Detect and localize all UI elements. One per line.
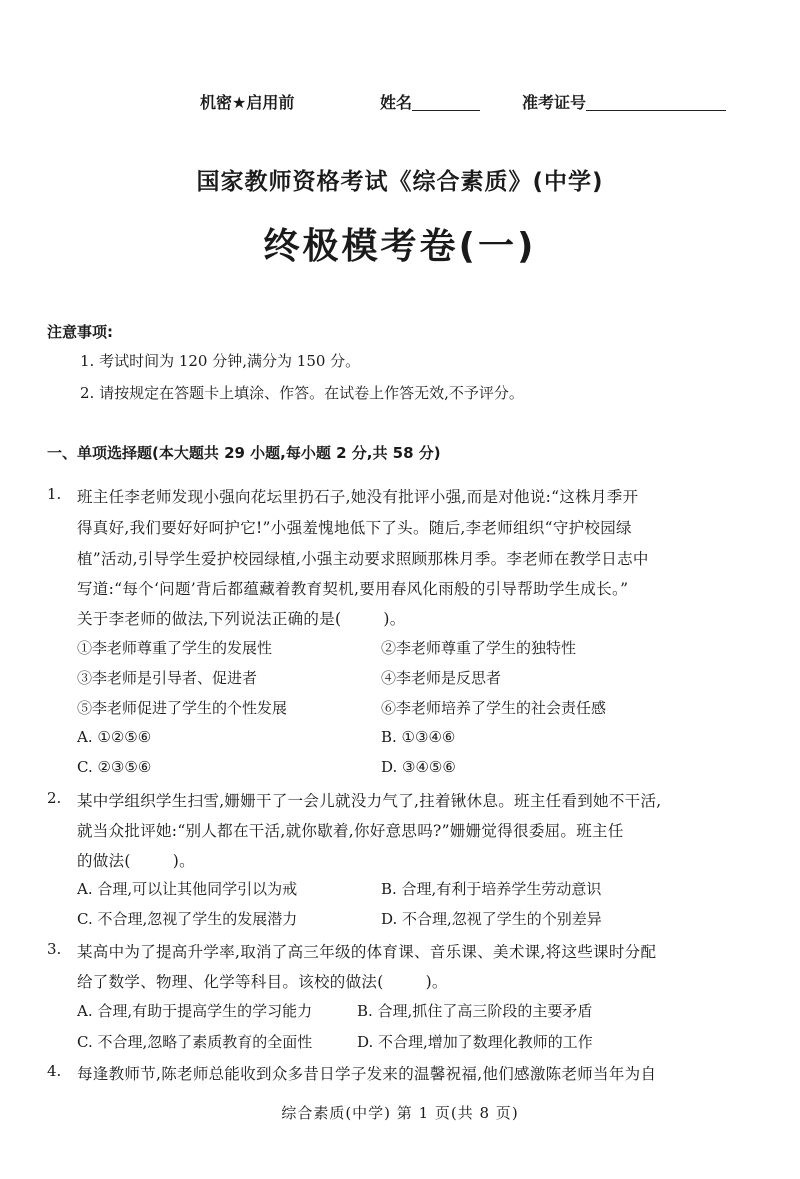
answer-option[interactable]: C. 不合理,忽视了学生的发展潜力: [77, 910, 298, 928]
note-item: 1. 考试时间为 120 分钟,满分为 150 分。: [80, 352, 361, 370]
answer-option[interactable]: B. ①③④⑥: [381, 728, 456, 746]
confidential-label: 机密★启用前: [200, 93, 295, 112]
prompt-end: )。: [383, 610, 406, 628]
question-prompt-line: [77, 970, 448, 992]
statement-item: ②李老师尊重了学生的独特性: [381, 639, 577, 657]
exam-id-field[interactable]: [522, 90, 586, 113]
page-footer: 综合素质(中学) 第 1 页(共 8 页): [281, 1104, 519, 1122]
exam-id-label: 准考证号: [522, 93, 587, 112]
statement-item: ①李老师尊重了学生的发展性: [77, 639, 273, 657]
question-text-line: 每逢教师节,陈老师总能收到众多昔日学子发来的温馨祝福,他们感激陈老师当年为自: [77, 1065, 657, 1083]
answer-option[interactable]: C. 不合理,忽略了素质教育的全面性: [77, 1033, 313, 1051]
question-prompt-line: [77, 849, 195, 871]
name-label: 姓名: [380, 93, 413, 112]
exam-header: [0, 88, 800, 116]
question-text-line: 植”活动,引导学生爱护校园绿植,小强主动要求照顾那株月季。李老师在教学日志中: [77, 550, 649, 568]
answer-option[interactable]: D. ③④⑤⑥: [381, 758, 456, 776]
exam-subtitle: 终极模考卷(一): [263, 226, 537, 267]
question-number: 1.: [47, 485, 62, 503]
answer-option[interactable]: D. 不合理,忽视了学生的个别差异: [381, 910, 602, 928]
name-blank[interactable]: [412, 92, 480, 111]
question-prompt-line: [77, 607, 406, 629]
question-text-line: 某中学组织学生扫雪,姗姗干了一会儿就没力气了,拄着锹休息。班主任看到她不干活,: [77, 792, 662, 810]
notes-heading: 注意事项:: [47, 323, 113, 341]
answer-option[interactable]: B. 合理,抓住了高三阶段的主要矛盾: [357, 1002, 593, 1020]
exam-id-blank[interactable]: [586, 92, 726, 111]
question-text-line: 就当众批评她:“别人都在干活,就你歇着,你好意思吗?”姗姗觉得很委屈。班主任: [77, 822, 624, 840]
question-number: 2.: [47, 789, 62, 807]
prompt-end: )。: [425, 973, 448, 991]
prompt-text: 的做法(: [77, 852, 131, 870]
exam-title: 国家教师资格考试《综合素质》(中学): [196, 169, 604, 195]
question-text-line: 某高中为了提高升学率,取消了高三年级的体育课、音乐课、美术课,将这些课时分配: [77, 943, 657, 961]
prompt-text: 给了数学、物理、化学等科目。该校的做法(: [77, 973, 384, 991]
prompt-end: )。: [172, 852, 195, 870]
statement-item: ⑥李老师培养了学生的社会责任感: [381, 699, 607, 717]
question-text-line: 写道:“每个‘问题’背后都蕴藏着教育契机,要用春风化雨般的引导帮助学生成长。”: [77, 580, 629, 598]
statement-item: ④李老师是反思者: [381, 669, 502, 687]
answer-option[interactable]: A. ①②⑤⑥: [77, 728, 152, 746]
question-number: 3.: [47, 940, 62, 958]
section-heading: 一、单项选择题(本大题共 29 小题,每小题 2 分,共 58 分): [47, 444, 441, 462]
answer-option[interactable]: D. 不合理,增加了数理化教师的工作: [357, 1033, 593, 1051]
question-number: 4.: [47, 1062, 62, 1080]
answer-option[interactable]: B. 合理,有利于培养学生劳动意识: [381, 880, 602, 898]
statement-item: ③李老师是引导者、促进者: [77, 669, 258, 687]
answer-option[interactable]: A. 合理,有助于提高学生的学习能力: [77, 1002, 313, 1020]
answer-option[interactable]: A. 合理,可以让其他同学引以为戒: [77, 880, 298, 898]
statement-item: ⑤李老师促进了学生的个性发展: [77, 699, 288, 717]
question-text-line: 得真好,我们要好好呵护它!”小强羞愧地低下了头。随后,李老师组织“守护校园绿: [77, 519, 632, 537]
answer-option[interactable]: C. ②③⑤⑥: [77, 758, 152, 776]
note-item: 2. 请按规定在答题卡上填涂、作答。在试卷上作答无效,不予评分。: [80, 384, 524, 402]
name-field[interactable]: [380, 90, 412, 113]
prompt-text: 关于李老师的做法,下列说法正确的是(: [77, 610, 342, 628]
question-text-line: 班主任李老师发现小强向花坛里扔石子,她没有批评小强,而是对他说:“这株月季开: [77, 488, 639, 506]
